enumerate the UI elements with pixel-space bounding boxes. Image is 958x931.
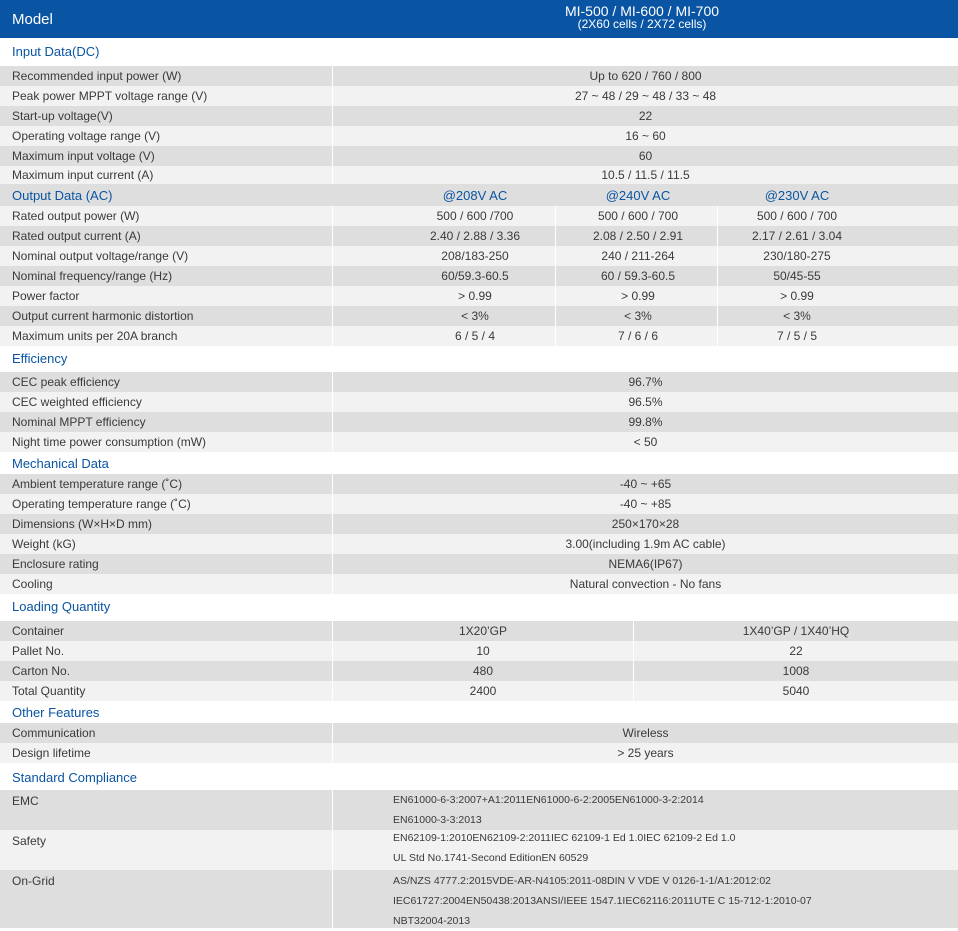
row-label: Recommended input power (W) bbox=[12, 69, 182, 83]
section-input-title bbox=[0, 40, 958, 64]
section-efficiency-title bbox=[0, 347, 958, 371]
row-label: Design lifetime bbox=[12, 746, 91, 760]
section-title: Efficiency bbox=[12, 351, 68, 366]
row-label: Nominal output voltage/range (V) bbox=[12, 249, 189, 263]
table-row bbox=[0, 66, 958, 86]
row-value: 10 bbox=[476, 644, 490, 658]
table-row bbox=[0, 372, 958, 392]
compliance-line: AS/NZS 4777.2:2015VDE-AR-N4105:2011-08DIN V VDE V 0126-1-1/A1:2012:02 bbox=[393, 875, 772, 887]
row-label: EMC bbox=[12, 794, 39, 808]
table-row bbox=[0, 681, 958, 701]
compliance-line: EN61000-6-3:2007+A1:2011EN61000-6-2:2005EN61000-3-2:2014 bbox=[393, 794, 704, 806]
section-title: Loading Quantity bbox=[12, 599, 111, 614]
row-label: On-Grid bbox=[12, 874, 55, 888]
row-label: Output current harmonic distortion bbox=[12, 309, 194, 323]
table-row bbox=[0, 392, 958, 412]
row-value: -40 ~ +85 bbox=[619, 497, 672, 511]
row-label: Power factor bbox=[12, 289, 80, 303]
row-label: Safety bbox=[12, 834, 47, 848]
table-row bbox=[0, 830, 958, 870]
compliance-text bbox=[393, 828, 735, 868]
row-value: 22 bbox=[789, 644, 803, 658]
table-row bbox=[0, 306, 958, 326]
table-row bbox=[0, 432, 958, 452]
table-row bbox=[0, 106, 958, 126]
row-value: 208/183-250 bbox=[441, 249, 509, 263]
row-label: Dimensions (W×H×D mm) bbox=[12, 517, 153, 531]
row-label: Maximum input current (A) bbox=[12, 168, 154, 182]
row-value: 500 / 600 / 700 bbox=[597, 209, 679, 223]
column-header: @240V AC bbox=[605, 188, 671, 203]
table-row bbox=[0, 870, 958, 928]
table-row bbox=[0, 126, 958, 146]
row-value: Up to 620 / 760 / 800 bbox=[589, 69, 702, 83]
row-label: Start-up voltage(V) bbox=[12, 109, 113, 123]
model-value: MI-500 / MI-600 / MI-700 bbox=[564, 3, 720, 19]
row-value: 7 / 6 / 6 bbox=[617, 329, 659, 343]
table-row bbox=[0, 474, 958, 494]
table-row bbox=[0, 641, 958, 661]
row-value: 500 / 600 /700 bbox=[436, 209, 514, 223]
section-mechanical-title bbox=[0, 452, 958, 474]
row-label: Communication bbox=[12, 726, 96, 740]
row-value: 2400 bbox=[469, 684, 497, 698]
row-label: Operating temperature range (˚C) bbox=[12, 497, 191, 511]
row-value: -40 ~ +65 bbox=[619, 477, 672, 491]
row-label: Cooling bbox=[12, 577, 53, 591]
row-label: CEC weighted efficiency bbox=[12, 395, 142, 409]
row-value: < 3% bbox=[624, 309, 652, 323]
row-value: 240 / 211-264 bbox=[601, 249, 675, 263]
row-value: 2.08 / 2.50 / 2.91 bbox=[592, 229, 684, 243]
column-header: @208V AC bbox=[442, 188, 508, 203]
row-value: Natural convection - No fans bbox=[569, 577, 722, 591]
row-value: < 50 bbox=[633, 435, 658, 449]
row-label: Maximum input voltage (V) bbox=[12, 149, 155, 163]
row-value: 10.5 / 11.5 / 11.5 bbox=[601, 168, 690, 182]
row-value: > 0.99 bbox=[458, 289, 492, 303]
row-value: 480 bbox=[472, 664, 494, 678]
section-compliance-title bbox=[0, 764, 958, 790]
table-row bbox=[0, 246, 958, 266]
section-features-title bbox=[0, 701, 958, 723]
table-row bbox=[0, 266, 958, 286]
row-label: Rated output power (W) bbox=[12, 209, 140, 223]
row-value: > 0.99 bbox=[780, 289, 814, 303]
row-value: 99.8% bbox=[628, 415, 663, 429]
table-row bbox=[0, 723, 958, 743]
section-title: Input Data(DC) bbox=[12, 44, 100, 59]
row-value: 96.7% bbox=[628, 375, 663, 389]
column-header: @230V AC bbox=[764, 188, 830, 203]
row-value: 60 / 59.3-60.5 bbox=[600, 269, 676, 283]
model-header bbox=[0, 0, 958, 38]
row-label: Maximum units per 20A branch bbox=[12, 329, 178, 343]
row-label: Nominal frequency/range (Hz) bbox=[12, 269, 173, 283]
row-value: 1X20’GP bbox=[458, 624, 508, 638]
row-value: > 25 years bbox=[617, 746, 674, 760]
row-label: Carton No. bbox=[12, 664, 71, 678]
row-value: 60/59.3-60.5 bbox=[441, 269, 509, 283]
table-row bbox=[0, 514, 958, 534]
row-label: CEC peak efficiency bbox=[12, 375, 120, 389]
table-row bbox=[0, 326, 958, 346]
table-row bbox=[0, 166, 958, 184]
row-value: 6 / 5 / 4 bbox=[454, 329, 496, 343]
row-value: 60 bbox=[638, 149, 653, 163]
compliance-line: IEC61727:2004EN50438:2013ANSI/IEEE 1547.1IEC62116:2011UTE C 15-712-1:2010-07 bbox=[393, 895, 812, 907]
compliance-text bbox=[393, 790, 704, 830]
compliance-line: EN61000-3-3:2013 bbox=[393, 814, 482, 826]
model-title bbox=[560, 5, 724, 31]
table-row bbox=[0, 206, 958, 226]
table-row bbox=[0, 146, 958, 166]
table-row bbox=[0, 621, 958, 641]
row-value: 5040 bbox=[782, 684, 810, 698]
row-label: Nominal MPPT efficiency bbox=[12, 415, 146, 429]
compliance-line: UL Std No.1741-Second EditionEN 60529 bbox=[393, 852, 589, 864]
row-label: Operating voltage range (V) bbox=[12, 129, 161, 143]
table-row bbox=[0, 412, 958, 432]
row-value: 27 ~ 48 / 29 ~ 48 / 33 ~ 48 bbox=[574, 89, 717, 103]
table-row bbox=[0, 534, 958, 554]
section-title: Output Data (AC) bbox=[12, 188, 113, 203]
row-value: 16 ~ 60 bbox=[625, 129, 666, 143]
row-label: Pallet No. bbox=[12, 644, 65, 658]
row-value: 22 bbox=[638, 109, 653, 123]
table-row bbox=[0, 790, 958, 830]
table-row bbox=[0, 554, 958, 574]
row-label: Total Quantity bbox=[12, 684, 86, 698]
row-value: 96.5% bbox=[628, 395, 663, 409]
row-label: Container bbox=[12, 624, 65, 638]
table-row bbox=[0, 286, 958, 306]
table-row bbox=[0, 494, 958, 514]
row-value: NEMA6(IP67) bbox=[608, 557, 683, 571]
row-label: Ambient temperature range (˚C) bbox=[12, 477, 183, 491]
table-row bbox=[0, 743, 958, 763]
row-value: < 3% bbox=[461, 309, 489, 323]
row-value: < 3% bbox=[783, 309, 811, 323]
table-row bbox=[0, 574, 958, 594]
table-row bbox=[0, 661, 958, 681]
compliance-text bbox=[393, 871, 812, 931]
section-title: Mechanical Data bbox=[12, 456, 109, 471]
row-value: 3.00(including 1.9m AC cable) bbox=[565, 537, 726, 551]
section-loading-title bbox=[0, 595, 958, 621]
row-value: 50/45-55 bbox=[773, 269, 821, 283]
row-label: Rated output current (A) bbox=[12, 229, 141, 243]
row-label: Peak power MPPT voltage range (V) bbox=[12, 89, 208, 103]
model-label: Model bbox=[12, 11, 53, 28]
section-title: Other Features bbox=[12, 705, 100, 720]
row-label: Weight (kG) bbox=[12, 537, 76, 551]
row-value: 250×170×28 bbox=[611, 517, 680, 531]
row-label: Night time power consumption (mW) bbox=[12, 435, 207, 449]
row-value: 1X40’GP / 1X40’HQ bbox=[742, 624, 850, 638]
row-value: 500 / 600 / 700 bbox=[756, 209, 838, 223]
compliance-line: NBT32004-2013 bbox=[393, 915, 471, 927]
section-title: Standard Compliance bbox=[12, 770, 138, 785]
row-value: 230/180-275 bbox=[763, 249, 831, 263]
row-value: 7 / 5 / 5 bbox=[776, 329, 818, 343]
model-cells: (2X60 cells / 2X72 cells) bbox=[577, 17, 707, 31]
row-label: Enclosure rating bbox=[12, 557, 99, 571]
compliance-line: EN62109-1:2010EN62109-2:2011IEC 62109-1 Ed 1.0IEC 62109-2 Ed 1.0 bbox=[393, 832, 736, 844]
row-value: > 0.99 bbox=[621, 289, 655, 303]
row-value: 2.40 / 2.88 / 3.36 bbox=[429, 229, 521, 243]
table-row bbox=[0, 226, 958, 246]
row-value: Wireless bbox=[622, 726, 669, 740]
section-output-title bbox=[0, 184, 958, 206]
row-value: 1008 bbox=[782, 664, 810, 678]
table-row bbox=[0, 86, 958, 106]
row-value: 2.17 / 2.61 / 3.04 bbox=[751, 229, 843, 243]
